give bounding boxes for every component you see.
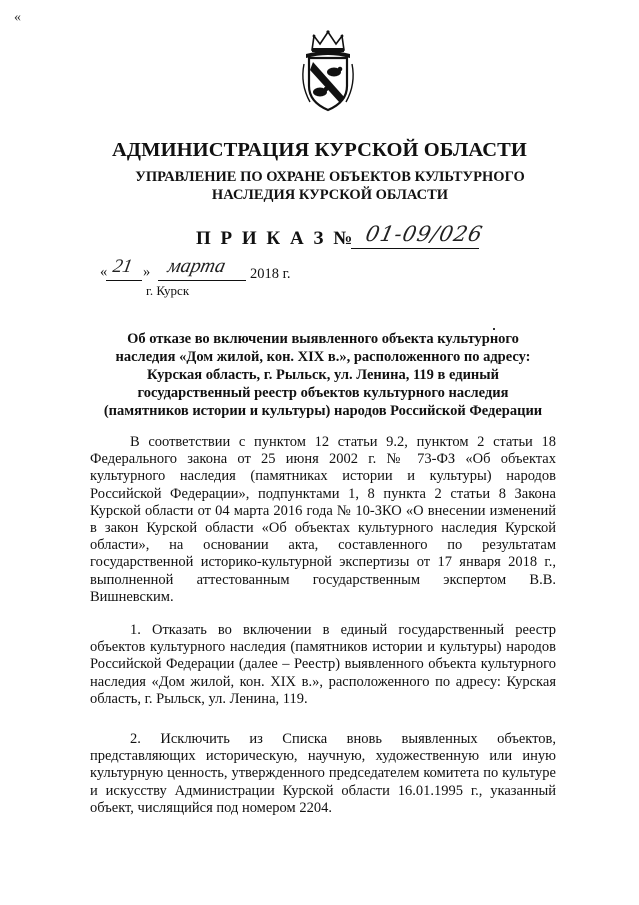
order-number-underline — [351, 248, 479, 249]
preamble-text: В соответствии с пунктом 12 статьи 9.2, пунктом 2 статьи 18 Федерального закона от 25 июня 2002 г. № 73-ФЗ «Об объектах культурного наследия (памятниках истории и культуры) народов Российской Федерации», подпунктами 1, 8 пункта 2 статьи 8 Закона Курской области от 04 марта 2016 года № 10-ЗКО «О внесении изменений в закон Курской области «Об объектах культурного наследия Курской области», на основании акта, составленного по результатам государственной историко-культурной экспертизы от 17 января 2018 г., выполненной аттестованным государственным экспертом В.В. Вишневским. — [90, 434, 556, 605]
item-2-text: 2. Исключить из Списка вновь выявленных объектов, представляющих историческую, научную, художественную или иную культурную ценность, утвержденного председателем комитета по культуре и искусству Администрации Курской области 16.01.1995 г., указанный объект, числящийся под номером 2204. — [90, 731, 556, 816]
organization-name: АДМИНИСТРАЦИЯ КУРСКОЙ ОБЛАСТИ — [112, 139, 527, 161]
item-2-paragraph — [90, 731, 556, 817]
date-year: 2018 г. — [250, 266, 291, 282]
date-month: марта — [165, 255, 228, 277]
date-open-quote: « — [100, 264, 108, 280]
date-city: г. Курск — [146, 283, 190, 298]
corner-mark: « — [14, 10, 21, 25]
date-close-quote: » — [143, 264, 151, 280]
item-1-text: 1. Отказать во включении в единый государственный реестр объектов культурного наследия (памятников истории и культуры) народов Российской Федерации (далее – Реестр) выявленного объекта культурного наследия «Дом жилой, кон. XIX в.», расположенного по адресу: Курская область, г. Рыльск, ул. Ленина, 119. — [90, 622, 556, 707]
preamble-paragraph — [90, 434, 556, 606]
date-day-underline — [106, 280, 142, 281]
item-1-paragraph — [90, 622, 556, 708]
document-title: Об отказе во включении выявленного объекта культурного наследия «Дом жилой, кон. XIX в.», расположенного по адресу: Курская область, г. Рыльск, ул. Ленина, 119 в единый государственный реестр объектов культурного наследия (памятников истории и культуры) народов Российской Федерации — [103, 331, 543, 419]
date-month-underline — [158, 280, 246, 281]
date-day: 21 — [111, 256, 134, 277]
department-name: УПРАВЛЕНИЕ ПО ОХРАНЕ ОБЪЕКТОВ КУЛЬТУРНОГО НАСЛЕДИЯ КУРСКОЙ ОБЛАСТИ — [135, 169, 525, 203]
coat-of-arms-icon — [296, 28, 360, 114]
order-number: 01-09/026 — [363, 222, 486, 246]
order-label: П Р И К А З № — [196, 228, 355, 249]
